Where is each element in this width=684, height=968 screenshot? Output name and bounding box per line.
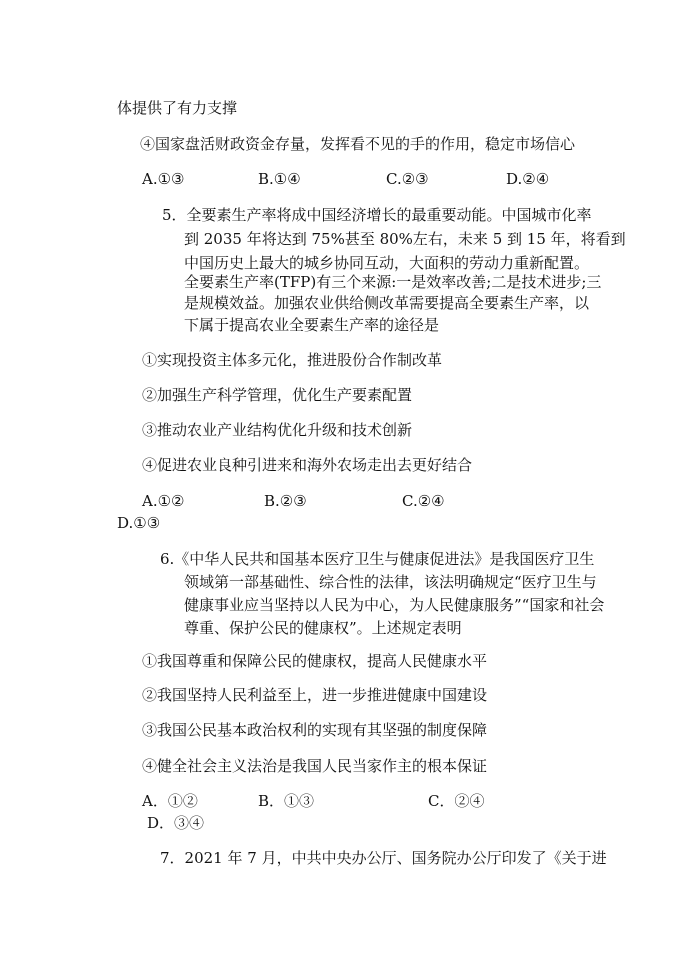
q6-option-c: C．②④ (428, 792, 485, 810)
q6-item-2: ②我国坚持人民利益至上，进一步推进健康中国建设 (142, 686, 488, 704)
q5-option-a: A.①② (142, 492, 185, 510)
q4-option-b: B.①④ (258, 170, 301, 188)
q4-option-a: A.①③ (142, 170, 185, 188)
q4-option-c: C.②③ (386, 170, 429, 188)
q6-stem-line: 健康事业应当坚持以人民为中心，为人民健康服务”“国家和社会 (184, 596, 605, 614)
q5-option-b: B.②③ (264, 492, 307, 510)
q6-option-a: A．①② (142, 792, 198, 810)
q6-stem-line: 尊重、保护公民的健康权”。上述规定表明 (184, 619, 462, 637)
q6-stem-line: 6.《中华人民共和国基本医疗卫生与健康促进法》是我国医疗卫生 (160, 550, 595, 568)
q5-item-2: ②加强生产科学管理，优化生产要素配置 (142, 386, 413, 404)
q6-options (0, 791, 684, 811)
q5-stem-line: 是规模效益。加强农业供给侧改革需要提高全要素生产率，以 (184, 294, 590, 312)
q5-item-4: ④促进农业良种引进来和海外农场走出去更好结合 (142, 456, 473, 474)
q4-option-d: D.②④ (506, 170, 550, 188)
q7-start: 7．2021 年 7 月，中共中央办公厅、国务院办公厅印发了《关于进 (160, 849, 607, 867)
q5-stem-line: 5．全要素生产率将成中国经济增长的最重要动能。中国城市化率 (162, 206, 592, 224)
q6-option-d: D．③④ (147, 814, 205, 832)
q6-item-4: ④健全社会主义法治是我国人民当家作主的根本保证 (142, 757, 488, 775)
q5-options (0, 491, 684, 511)
q6-item-1: ①我国尊重和保障公民的健康权，提高人民健康水平 (142, 652, 488, 670)
q4-options (0, 169, 684, 189)
q4-item-4: ④国家盘活财政资金存量，发挥看不见的手的作用，稳定市场信心 (140, 135, 576, 153)
intro-tail: 体提供了有力支撑 (117, 99, 238, 117)
q6-stem-line: 领域第一部基础性、综合性的法律，该法明确规定“医疗卫生与 (184, 573, 597, 591)
q5-item-1: ①实现投资主体多元化，推进股份合作制改革 (142, 351, 443, 369)
q5-stem-line: 到 2035 年将达到 75%甚至 80%左右，未来 5 到 15 年，将看到 (184, 230, 626, 248)
q6-item-3: ③我国公民基本政治权利的实现有其坚强的制度保障 (142, 721, 488, 739)
q5-option-d: D.①③ (117, 514, 161, 532)
q5-stem-line: 下属于提高农业全要素生产率的途径是 (184, 316, 440, 334)
q5-item-3: ③推动农业产业结构优化升级和技术创新 (142, 421, 413, 439)
q5-option-c: C.②④ (402, 492, 445, 510)
q5-stem-line: 全要素生产率(TFP)有三个来源:一是效率改善;二是技术进步;三 (184, 273, 602, 291)
q5-stem-line: 中国历史上最大的城乡协同互动，大面积的劳动力重新配置。 (184, 254, 590, 272)
q6-option-b: B．①③ (258, 792, 315, 810)
